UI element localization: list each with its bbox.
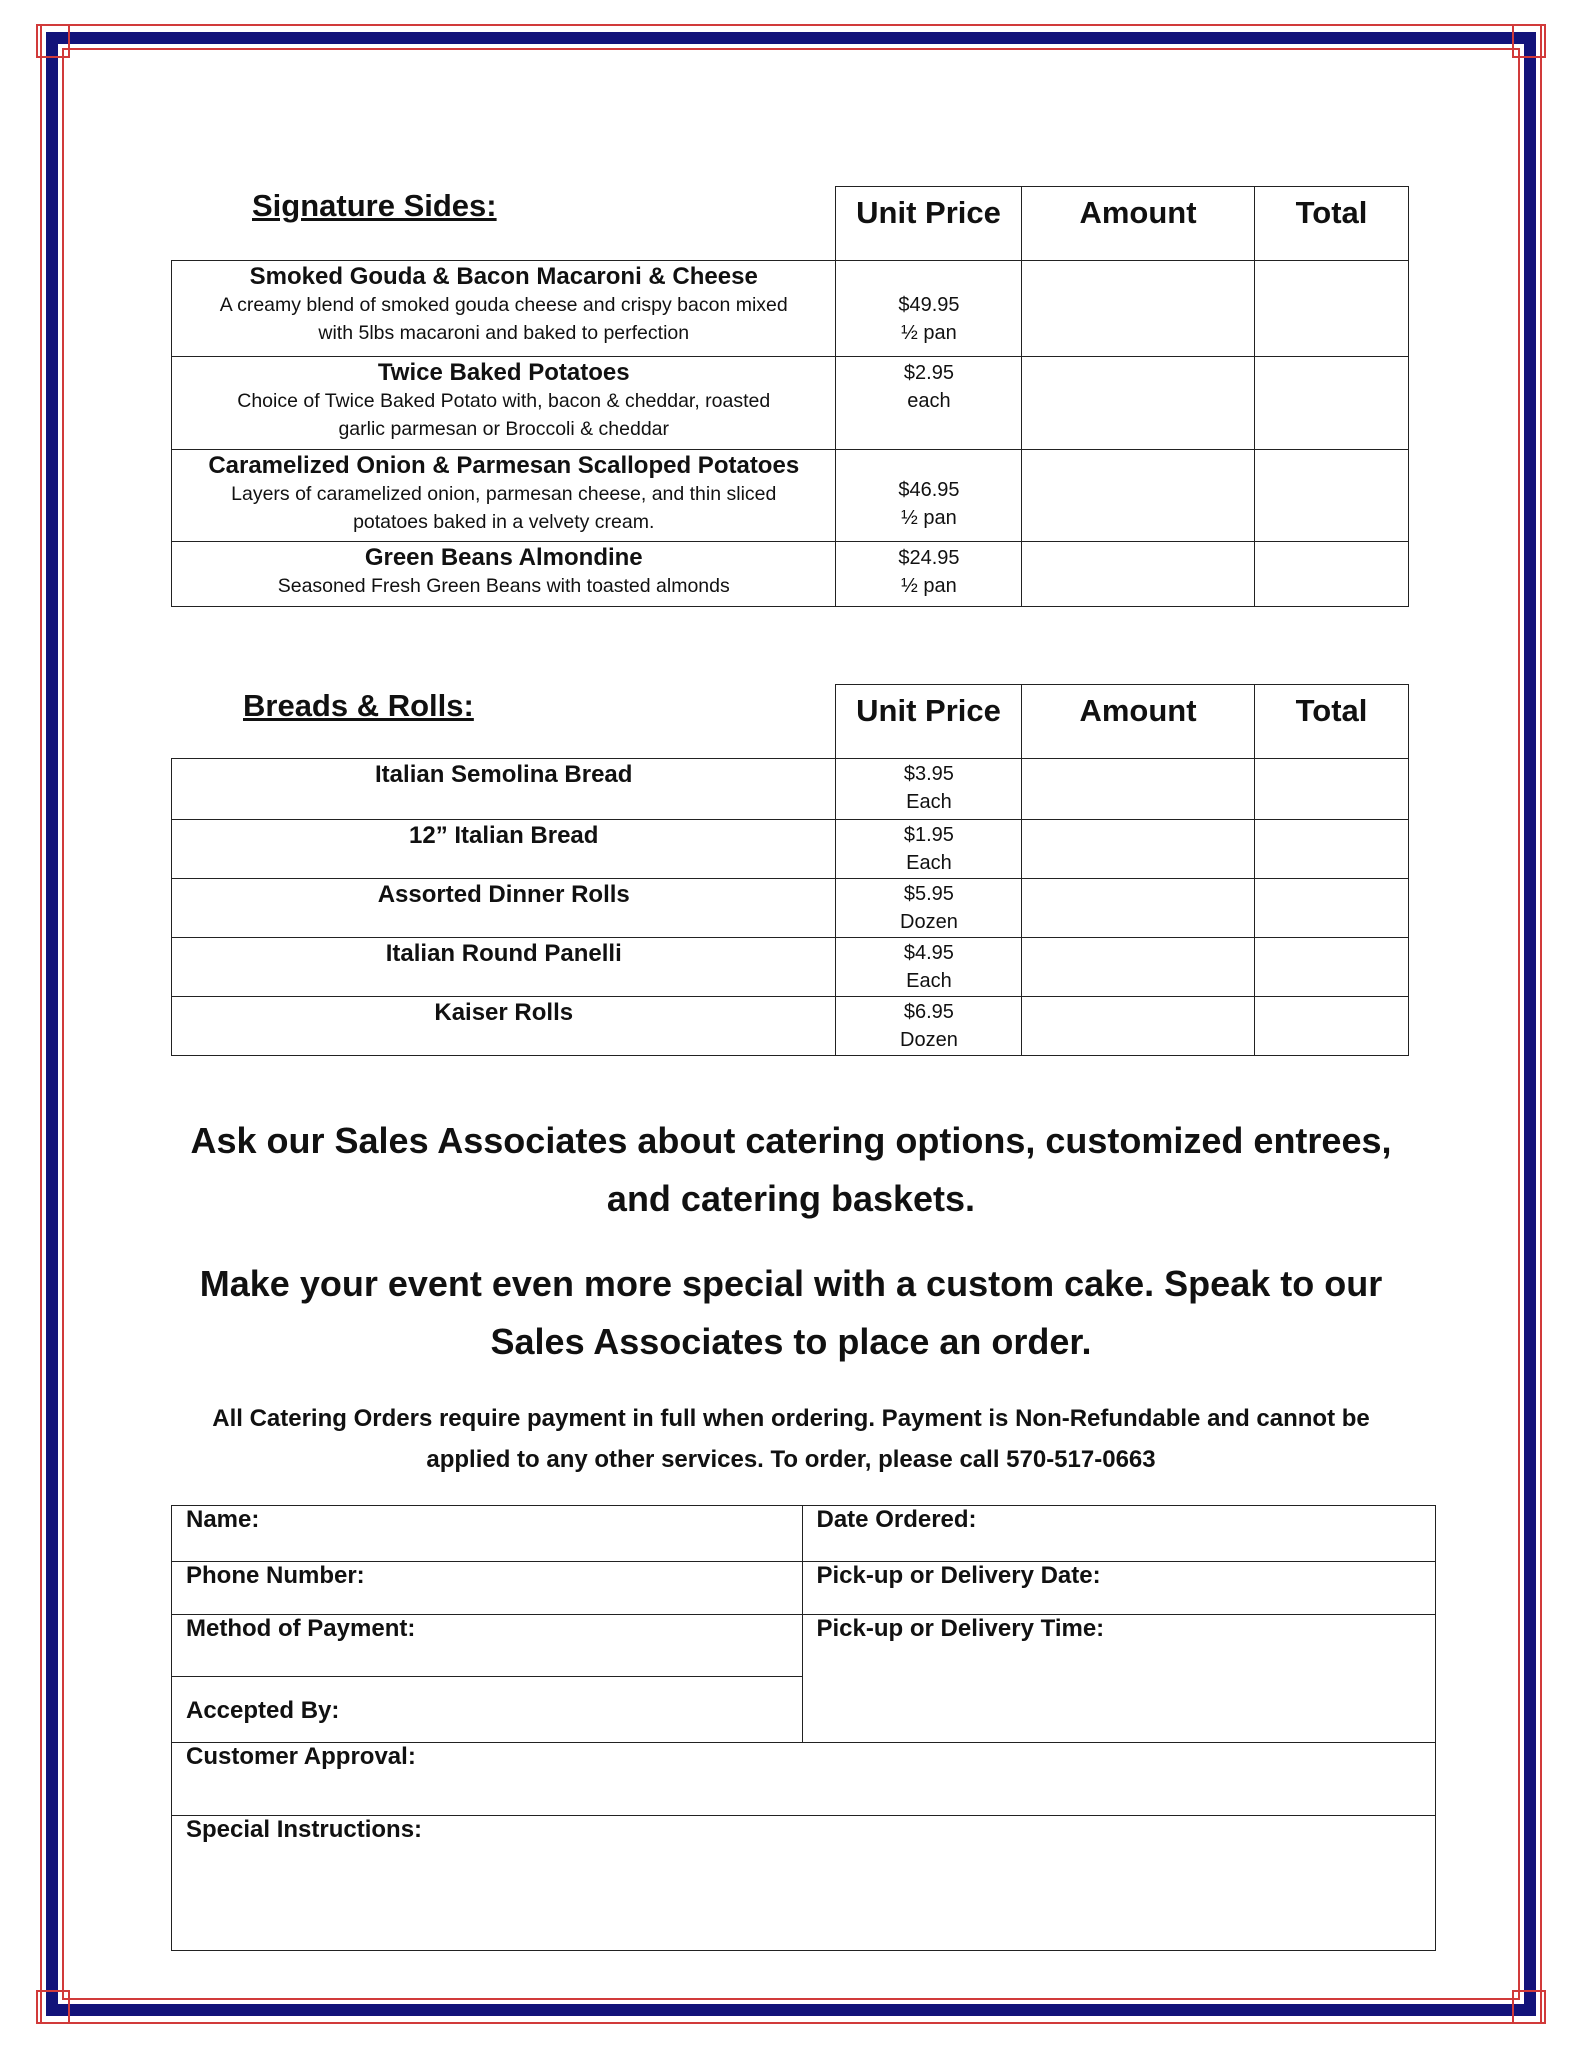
total-cell[interactable] [1255, 938, 1409, 997]
item-cell [172, 879, 836, 938]
amount-cell[interactable] [1022, 759, 1255, 820]
item-price: $6.95 [903, 1001, 954, 1023]
cake-notice [120, 1255, 1462, 1371]
header-unit-price: Unit Price [835, 684, 1022, 759]
name-label: Name: [186, 1506, 260, 1533]
price-cell [836, 357, 1022, 450]
catering-notice-line: Ask our Sales Associates about catering options, customized entrees, [190, 1120, 1392, 1161]
phone-field[interactable] [172, 1562, 803, 1615]
item-name: Italian Semolina Bread [375, 761, 633, 788]
pickup-date-field[interactable] [802, 1562, 1436, 1615]
special-instructions-field[interactable] [172, 1816, 1436, 1951]
item-name: Assorted Dinner Rolls [377, 881, 630, 908]
order-form [171, 1505, 1436, 1951]
table-row [172, 759, 1409, 820]
total-cell[interactable] [1255, 820, 1409, 879]
amount-cell[interactable] [1022, 938, 1255, 997]
table-row [172, 938, 1409, 997]
pickup-time-field[interactable] [802, 1615, 1436, 1743]
item-unit: each [907, 390, 951, 412]
date-ordered-field[interactable] [802, 1506, 1436, 1562]
item-unit: Each [906, 970, 952, 992]
price-cell [836, 759, 1022, 820]
item-cell [172, 542, 836, 607]
header-unit-price: Unit Price [835, 186, 1022, 261]
amount-cell[interactable] [1022, 542, 1255, 607]
date-ordered-label: Date Ordered: [816, 1506, 977, 1533]
item-cell [172, 357, 836, 450]
total-cell[interactable] [1255, 450, 1409, 542]
table-row [172, 450, 1409, 542]
amount-cell[interactable] [1022, 450, 1255, 542]
item-price: $24.95 [898, 547, 960, 569]
phone-label: Phone Number: [186, 1562, 365, 1589]
price-cell [836, 261, 1022, 357]
price-cell [836, 820, 1022, 879]
corner-ornament [1512, 24, 1546, 58]
header-amount: Amount [1021, 186, 1255, 261]
amount-cell[interactable] [1022, 261, 1255, 357]
price-cell [836, 450, 1022, 542]
header-total: Total [1254, 186, 1409, 261]
item-cell [172, 997, 836, 1056]
customer-approval-label: Customer Approval: [186, 1743, 416, 1770]
item-description: A creamy blend of smoked gouda cheese and crispy bacon mixed [219, 294, 788, 316]
payment-policy [120, 1398, 1462, 1480]
breads-rolls-title: Breads & Rolls: [243, 688, 474, 723]
payment-policy-line: applied to any other services. To order, please call 570-517-0663 [426, 1446, 1156, 1473]
item-cell [172, 938, 836, 997]
item-name: Twice Baked Potatoes [377, 359, 630, 386]
item-name: 12” Italian Bread [409, 822, 599, 849]
total-cell[interactable] [1255, 997, 1409, 1056]
item-price: $3.95 [903, 763, 954, 785]
signature-sides-table [171, 260, 1409, 607]
pickup-time-label: Pick-up or Delivery Time: [816, 1615, 1105, 1642]
item-price: $5.95 [903, 883, 954, 905]
corner-ornament [1512, 1990, 1546, 2024]
customer-approval-field[interactable] [172, 1743, 1436, 1816]
amount-cell[interactable] [1022, 879, 1255, 938]
item-cell [172, 450, 836, 542]
item-price: $4.95 [903, 942, 954, 964]
special-instructions-label: Special Instructions: [186, 1816, 423, 1843]
payment-policy-line: All Catering Orders require payment in full when ordering. Payment is Non-Refundable and cannot be [212, 1405, 1370, 1432]
item-name: Green Beans Almondine [364, 544, 643, 571]
payment-method-field[interactable] [172, 1615, 803, 1677]
item-price: $2.95 [903, 362, 954, 384]
total-cell[interactable] [1255, 261, 1409, 357]
price-cell [836, 879, 1022, 938]
item-unit: ½ pan [901, 322, 957, 344]
accepted-by-field[interactable] [172, 1677, 803, 1743]
breads-rolls-table [171, 758, 1409, 1056]
item-description: Layers of caramelized onion, parmesan cheese, and thin sliced [231, 483, 777, 505]
item-description: garlic parmesan or Broccoli & cheddar [338, 418, 670, 440]
table-row [172, 820, 1409, 879]
item-cell [172, 261, 836, 357]
total-cell[interactable] [1255, 357, 1409, 450]
item-description: potatoes baked in a velvety cream. [353, 511, 655, 533]
cake-notice-line: Make your event even more special with a custom cake. Speak to our [199, 1263, 1383, 1304]
item-name: Caramelized Onion & Parmesan Scalloped Potatoes [208, 452, 800, 479]
item-unit: Each [906, 791, 952, 813]
corner-ornament [36, 24, 70, 58]
item-description: Seasoned Fresh Green Beans with toasted almonds [277, 575, 730, 597]
item-cell [172, 759, 836, 820]
header-total: Total [1254, 684, 1409, 759]
header-amount: Amount [1021, 684, 1255, 759]
item-price: $49.95 [898, 294, 960, 316]
total-cell[interactable] [1255, 542, 1409, 607]
item-unit: ½ pan [901, 507, 957, 529]
table-row [172, 261, 1409, 357]
amount-cell[interactable] [1022, 820, 1255, 879]
name-field[interactable] [172, 1506, 803, 1562]
item-description: Choice of Twice Baked Potato with, bacon & cheddar, roasted [237, 390, 771, 412]
item-name: Italian Round Panelli [385, 940, 622, 967]
price-cell [836, 542, 1022, 607]
item-cell [172, 820, 836, 879]
item-unit: Dozen [900, 911, 958, 933]
price-cell [836, 997, 1022, 1056]
table-row [172, 357, 1409, 450]
item-name: Smoked Gouda & Bacon Macaroni & Cheese [249, 263, 758, 290]
item-unit: ½ pan [901, 575, 957, 597]
item-unit: Dozen [900, 1029, 958, 1051]
accepted-by-label: Accepted By: [186, 1697, 340, 1724]
table-row [172, 542, 1409, 607]
amount-cell[interactable] [1022, 357, 1255, 450]
corner-ornament [36, 1990, 70, 2024]
catering-notice [120, 1112, 1462, 1228]
pickup-date-label: Pick-up or Delivery Date: [816, 1562, 1101, 1589]
catering-notice-line: and catering baskets. [606, 1178, 976, 1219]
item-unit: Each [906, 852, 952, 874]
table-row [172, 879, 1409, 938]
total-cell[interactable] [1255, 759, 1409, 820]
amount-cell[interactable] [1022, 997, 1255, 1056]
signature-sides-title: Signature Sides: [252, 188, 497, 223]
total-cell[interactable] [1255, 879, 1409, 938]
item-description: with 5lbs macaroni and baked to perfection [318, 322, 690, 344]
item-price: $1.95 [903, 824, 954, 846]
item-name: Kaiser Rolls [434, 999, 574, 1026]
cake-notice-line: Sales Associates to place an order. [490, 1321, 1092, 1362]
payment-method-label: Method of Payment: [186, 1615, 416, 1642]
item-price: $46.95 [898, 479, 960, 501]
table-row [172, 997, 1409, 1056]
price-cell [836, 938, 1022, 997]
